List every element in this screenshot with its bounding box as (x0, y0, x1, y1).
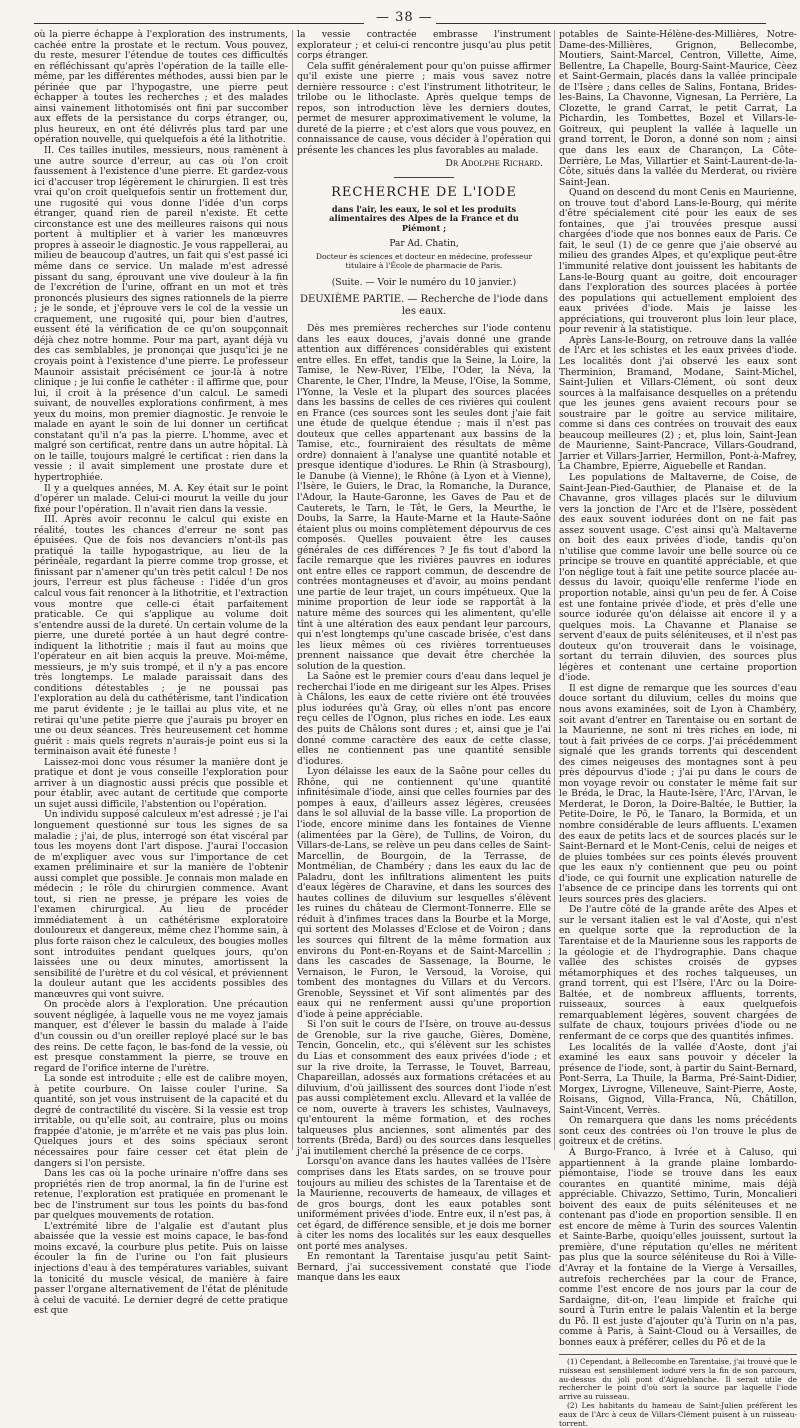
article-signature: Dr Adolphe Richard. (445, 157, 543, 169)
paragraph: Lyon délaisse les eaux de la Saône pour celles du Rhône, qui ne contiennent qu'une quantité infinitésimale d'iode, ainsi que celles fournies par des pompes à eaux, d'ailleurs assez légères, creusées dans le sol alluvial de la basse ville. La proportion de l'iode, encore minime dans les fontaines de Vienne (alimentées par la Gère), de Tullins, de Voiron, du Villars-de-Lans, se relève un peu dans celles de Saint-Marcellin, de Bourgoin, de la Terrasse, de Montmélian, de Chambéry ; dans les eaux du lac de Paladru, dont les infiltrations alimentent les puits d'eaux légères de Charavine, et dans les sources des hautes collines de diluvium sur lesquelles s'élèvent les ruines du château de Clermont-Tonnerre. Elle se réduit à d'infimes traces dans la Bourbe et la Morge, qui sortent des Molasses d'Eclose et de Voiron ; dans les sources qui filtrent de la même formation aux environs du Pont-en-Royans et de Saint-Marcellin ; dans les cascades de Sassenage, la Bourne, le Vernaison, le Furon, le Versoud, la Voroise, qui tombent des montagnes du Villars et du Vercors. Grenoble, Seyssinet et Vif sont alimentés par des eaux qui ne renferment aussi qu'une proportion d'iode à peine appréciable. (297, 766, 551, 1020)
paragraph: La Saône est le premier cours d'eau dans lequel je recherchai l'iode en me dirigeant sur les Alpes. Prises à Châlons, les eaux de cette rivière ont été trouvées plus iodurées qu'à Gray, où elles n'ont pas encore reçu celles de l'Ognon, plus riches en iode. Les eaux des puits de Châlons sont dures ; et, ainsi que je l'ai donné comme caractère des eaux de cette classe, elles ne contiennent pas une quantité sensible d'iodures. (297, 671, 551, 767)
paragraph: Un individu supposé calculeux m'est adressé ; je l'ai longuement questionné sur tous les signes de sa maladie ; j'ai, de plus, interrogé son état viscéral par tous les moyens dont l'art dispose. J'aurai l'occasion de m'expliquer avec vous sur l'importance de cet examen préliminaire et sur la manière de l'obtenir aussi complet que possible. Je connais mon malade en médecin ; le rôle du chirurgien commence. Avant tout, si rien ne presse, je prépare les voies de l'examen chirurgical. Au lieu de procéder immédiatement à un cathétérisme exploratoire douloureux et dangereux, même chez l'homme sain, à plus forte raison chez le calculeux, des bougies molles sont introduites pendant quelques jours, qu'on laissées une ou deux minutes, amortissent la sensibilité de l'urètre et du col vésical, et préviennent la douleur autant que les accidents possibles des manœuvres qui vont suivre. (34, 809, 288, 1000)
header-rule-left (34, 23, 364, 24)
paragraph: potables de Sainte-Hélène-des-Millières, Notre-Dame-des-Millières, Grignon, Bellecombe, Moutiers, Saint-Marcel, Centron, Villette, Aime, Bellentre, La Chapelle, Bourg-Saint-Maurice, Cèez et Saint-Germain, placés dans la vallée principale de l'Isère ; dans celles de Salins, Fontana, Brides-les-Bains, La Chavonne, Vignesan, La Perrière, La Clozette, le grand Carrat, le petit Carrat, La Pichardin, les Tombettes, Bozel et Villars-le-Goitreux, qui peuplent la vallée à laquelle un grand torrent, le Doron, a donné son nom ; ainsi que dans les eaux de Charançon, La Côte-Derrière, Le Mas, Villartier et Saint-Laurent-de-la-Côte, situés dans la vallée du Merderat, ou rivière Saint-Jean. (559, 29, 797, 188)
paragraph: Si l'on suit le cours de l'Isère, on trouve au-dessus de Grenoble, sur la rive gauche, Gières, Domène, Tencin, Goncelin, etc., qui s'élèvent sur les schistes du Lias et consomment des eaux privées d'iode ; et sur la rive droite, la Terrasse, le Touvet, Barreau, Chapareillan, adossés aux formations crétacées et au diluvium, d'où jaillissent des sources dont l'iode n'est pas aussi complètement exclu. Allevard et la vallée de ce nom, ouverte à travers les schistes, Vaulnaveys, qu'entourent la même formation, et des roches talqueuses plus anciennes, sont alimentés par des torrents (Bréda, Bard) ou des sources dans lesquelles j'ai inutilement cherché la présence de ce corps. (297, 1019, 551, 1157)
continuation-note: (Suite. — Voir le numéro du 10 janvier.) (331, 276, 517, 288)
paragraph: Les populations de Maltaverne, de Coise, de Saint-Jean-Pied-Gauthier, de Planaise et de la Chavanne, gros villages placés sur le diluvium vers la jonction de l'Arc et de l'Isère, possèdent des eaux souvent iodurées dont on ne fait pas assez souvent usage. C'est ainsi qu'à Maltaverne on boit des eaux privées d'iode, tandis qu'on n'utilise que comme lavoir une belle source où ce principe se trouve en quantité appréciable, et que l'on néglige tout à fait une petite source placée au-dessus du lavoir, quoiqu'elle renferme l'iode en proportion notable, ainsi qu'un peu de fer. À Coise est une fontaine privée d'iode, et près d'elle une source iodurée qu'on délaisse ait encore il y a quelques mois. La Chavanne et Planaise se servent d'eaux de puits séléniteuses, et il n'est pas douteux qu'on trouverait dans le voisinage, sortant du terrain diluvien, des sources plus légères et contenant une certaine proportion d'iode. (559, 471, 797, 684)
paragraph: Les localités de la vallée d'Aoste, dont j'ai examiné les eaux sans pouvoir y déceler la présence de l'iode, sont, à partir du Saint-Bernard, Pont-Serra, La Thuile, la Barma, Pré-Saint-Didier, Morgex, Livrogne, Villeneuve, Saint-Pierre, Aoste, Roisans, Gignod, Villa-Franca, Nû, Châtillon, Saint-Vincent, Verrès. (559, 1041, 797, 1116)
paragraph: Dès mes premières recherches sur l'iode contenu dans les eaux douces, j'avais donné une grande attention aux différences considérables qui existent entre elles. En effet, tandis que la Seine, la Loire, la Tamise, le New-River, l'Elbe, l'Oder, la Néva, la Charente, le Cher, l'Indre, la Meuse, l'Oise, la Somme, l'Yonne, la Vesle et la plupart des sources placées dans les bassins de celles de ces rivières qui coulent en France (ces sources sont les seules dont j'aie fait une étude de quelque étendue ; mais il n'est pas douteux que celles appartenant aux bassins de la Tamise, etc., fourniraient des résultats de même ordre) donnaient à l'analyse une quantité notable et presque identique d'iodures. Le Rhin (à Strasbourg), le Danube (à Vienne), le Rhône (à Lyon et à Vienne), l'Isère, le Guiers, le Drac, la Romanche, la Durance, l'Adour, la Haute-Garonne, les Gaves de Pau et de Cauterets, le Tarn, le Têt, le Gers, la Meurthe, le Doubs, la Sarre, la Haute-Marne et la Haute-Saône étaient plus ou moins complètement dépourvus de ces composés. Quelles pouvaient être les causes générales de ces différences ? Je fis tout d'abord la facile remarque que les rivières pauvres en iodures ont entre elles ce rapport commun, de descendre de contrées montagneuses et d'avoir, au moins pendant une partie de leur trajet, un cours impétueux. Que la minime proportion de leur iode se rapportât à la nature même des sources qui les alimentent, qu'elle tînt à une altération des eaux pendant leur parcours, qui n'est longtemps qu'une cascade brisée, c'est dans les lieux mêmes où ces rivières torrentueuses prennent naissance que devait être cherchée la solution de la question. (297, 323, 551, 672)
footnotes (559, 1354, 797, 1428)
paragraph: De l'autre côté de la grande arête des Alpes et sur le versant italien est le val d'Aoste, qui n'est en quelque sorte que la reproduction de la Tarentaise et de la Maurienne sous les rapports de la géologie et de l'hydrographie. Dans chaque vallée des schistes croisés de gypses métamorphiques et des roches talqueuses, un grand torrent, qui est l'Isère, l'Arc ou la Doire-Baltée, et de nombreux affluents, torrents, ruisseaux, sources à eaux quelquefois remarquablement légères, souvent chargées de sulfate de chaux, toujours privées d'iode ou ne renfermant de ce corps que des quantités infimes. (559, 904, 797, 1042)
paragraph: où la pierre échappe à l'exploration des instruments, cachée entre la prostate et le rectum. Vous pouvez, du reste, mesurer l'étendue de toutes ces difficultés en réfléchissant qu'après l'opération de la taille elle-même, par les différentes méthodes, aussi bien par le périnée que par l'hypogastre, une pierre peut échapper à toutes les recherches ; et des malades ainsi vainement lithotomisés ont fini par succomber aux effets de la persistance du corps étranger, ou, plus heureux, en ont été délivrés plus tard par une opération nouvelle, qui quelquefois a été la lithotritie. (34, 29, 288, 146)
paragraph: Cela suffit généralement pour qu'on puisse affirmer qu'il existe une pierre ; mais vous savez notre dernière ressource : c'est l'instrument lithotriteur, le trilobe ou le lithoclaste. Après quelque temps de repos, son introduction lève les derniers doutes, permet de mesurer approximativement le volume, la dureté de la pierre ; et c'est alors que vous pouvez, en connaissance de cause, vous décider à l'opération qui présente les chances les plus favorables au malade. (297, 60, 551, 157)
page-header (0, 6, 800, 26)
paragraph: On procède alors à l'exploration. Une précaution souvent négligée, à laquelle vous ne me voyez jamais manquer, est d'élever le bassin du malade à l'aide d'un coussin ou d'un oreiller reployé placé sur le bas des reins. De cette façon, le bas-fond de la vessie, où est presque constamment la pierre, se trouve en regard de l'orifice interne de l'urètre. (34, 999, 288, 1074)
paragraph: Quand on descend du mont Cenis en Maurienne, on trouve tout d'abord Lans-le-Bourg, qui mérite d'être spécialement cité pour les eaux de ses fontaines, que j'ai trouvées presque aussi chargées d'iode que nos bonnes eaux de Paris. Ce fait, le seul (1) de ce genre que j'aie observé au milieu des grandes Alpes, et qu'explique peut-être l'immunité relative dont jouissent les habitants de Lans-le-Bourg quant au goitre, doit encourager dans l'exploration des sources placées à portée des populations qui actuellement emploient des eaux privées d'iode. Mais je laisse les appréciations, qui trouveront plus loin leur place, pour revenir à la statistique. (559, 187, 797, 336)
article-subtitle: dans l'air, les eaux, le sol et les produits alimentaires des Alpes de la France et du Piémont ; (329, 203, 519, 233)
footnote: (1) Cependant, à Bellecombe en Tarentaise, j'ai trouvé que le ruisseau est sensiblement ioduré vers la fin de son parcours, au-dessus du joli pont d'Aigueblanche. Il serait utile de rechercher le point d'où sort la source par laquelle l'iode arrive au ruisseau. (559, 1357, 797, 1401)
column-divider (292, 30, 293, 1150)
paragraph: La sonde est introduite ; elle est de calibre moyen, à petite courbure. On laisse couler l'urine. Sa quantité, son jet vous instruisent de la capacité et du degré de contractilité du viscère. Si la vessie est trop irritable, ou qu'elle soit, au contraire, plus ou moins frappée d'atonie, je m'arrête et ne vais pas plus loin. Quelques jours et des soins spéciaux seront nécessaires pour faire cesser cet état plein de dangers si l'on persiste. (34, 1073, 288, 1169)
author-credentials: Docteur ès sciences et docteur en médecine, professeur titulaire à l'École de pharmacie de Paris. (315, 251, 533, 270)
column-middle (297, 29, 551, 1284)
paragraph: Il y a quelques années, M. A. Key était sur le point d'opérer un malade. Celui-ci mourut la veille du jour fixé pour l'opération. Il n'avait rien dans la vessie. (34, 482, 288, 515)
paragraph: L'extrémité libre de l'algalie est d'autant plus abaissée que la vessie est moins capace, le bas-fond moins excavé, la courbure plus petite. Puis on laisse écouler la fin de l'urine ou l'on fait plusieurs injections d'eau à des températures variables, suivant la tonicité du muscle vésical, de manière à faire passer l'organe alternativement de l'état de plénitude à celui de vacuité. Le dernier degré de cette pratique est que (34, 1220, 288, 1317)
header-rule-right (436, 23, 766, 24)
article-title: RECHERCHE DE L'IODE (331, 185, 517, 201)
article-author: Par Ad. Chatin, (389, 239, 459, 250)
paragraph: Lorsqu'on avance dans les hautes vallées de l'Isère comprises dans les Etats sardes, on se trouve pour toujours au milieu des schistes de la Tarentaise et de la Maurienne, recouverts de hameaux, de villages et de gros bourgs, dont les eaux potables sont uniformément privées d'iode. Entre eux, il n'est pas, à cet égard, de différence sensible, et je dois me borner à citer les noms des localités sur les eaux desquelles ont porté mes analyses. (297, 1156, 551, 1252)
paragraph: Il est digne de remarque que les sources d'eau douce sortant du diluvium, celles du moins que nous avons examinées, soit de Lyon à Chambéry, soit avant d'entrer en Tarentaise ou en sortant de la Maurienne, ne sont ni très riches en iode, ni tout à fait privées de ce corps. J'ai précédemment signalé que les grands torrents qui descendent des cimes neigeuses des montagnes sont à peu près dépourvus d'iode ; j'ai pu dans le cours de mon voyage revoir ou constater le même fait sur le Bréda, le Drac, la Haute-Isère, l'Arc, l'Arvan, le Merderat, le Doron, la Doire-Baltée, le Buttier, la Petite-Doire, le Pô, le Tanaro, la Bormida, et un nombre considérable de leurs affluents. L'examen des eaux de petits lacs et de sources placés sur le Saint-Bernard et le Mont-Cenis, celui de neiges et de pluies tombées sur ces points élevés prouvent que les eaux n'y contiennent que peu ou point d'iode, ce qui fournit une explication naturelle de l'absence de ce principe dans les torrents qui ont leurs sources près des glaciers. (559, 682, 797, 905)
footnote: (2) Les habitants du hameau de Saint-Julien préfèrent les eaux de l'Arc à ceux de Villars-Clément puisent à un ruisseau-torrent. (559, 1401, 797, 1428)
page-number: — 38 — (376, 10, 433, 25)
paragraph: Après Lans-le-Bourg, on retrouve dans la vallée de l'Arc et les schistes et les eaux privées d'iode. Les localités dont j'ai observé les eaux sont Therminion, Bramand, Modane, Saint-Michel, Saint-Julien et Villars-Clément, où sont deux sources à la malfaisance desquelles on a prétendu que les jeunes gens avaient recours pour se soustraire par le goitre au service militaire, comme si dans ces contrées on trouvait des eaux beaucoup meilleures (2) ; et, plus loin, Saint-Jean de Maurienne, Saint-Pancrace, Villars-Goudrand, Jarrier et Villars-Jarrier, Hermillon, Pont-à-Mafrey, La Chambre, Epierre, Aiguebelle et Randan. (559, 334, 797, 473)
column-divider (554, 30, 555, 1150)
paragraph: III. Après avoir reconnu le calcul qui existe en réalité, toutes les chances d'erreur ne sont pas épuisées. Que de fois nos devanciers n'ont-ils pas pratiqué la taille hypogastrique, au lieu de la périnéale, regardant la pierre comme trop grosse, et finissant par n'amener qu'un très petit calcul ! De nos jours, l'erreur est plus fâcheuse : l'idée d'un gros calcul vous fait renoncer à la lithotritie, et l'extraction vous montre que celle-ci était parfaitement praticable. Ce qui s'applique au volume doit s'entendre aussi de la dureté. Un certain volume de la pierre, une dureté portée à un haut degré contre-indiquent la lithotritie ; mais il faut au moins que l'opérateur en ait bien acquis la preuve. Moi-même, messieurs, je m'y suis trompé, et il n'y a pas encore très longtemps. Le malade paraissait dans des conditions détestables ; je ne poussai pas l'exploration au delà du cathétérisme, tant l'indication me parut évidente ; je le taillai au plus vite, et ne retirai qu'une petite pierre que j'aurais pu broyer en une ou deux séances. Très heureusement cet homme guérit : mais quels regrets n'aurais-je point eus si la terminaison avait été funeste ! (34, 514, 288, 758)
paragraph: la vessie contractée embrasse l'instrument explorateur ; et celui-ci rencontre jusqu'au plus petit corps étranger. (297, 29, 551, 62)
paragraph: En remontant la Tarentaise jusqu'au petit Saint-Bernard, j'ai successivement constaté que l'iode manque dans les eaux (297, 1251, 551, 1284)
paragraph: On remarquera que dans les noms précédents sont ceux des contrées où l'on trouve le plus de goitreux et de crétins. (559, 1115, 797, 1148)
paragraph: II. Ces tailles inutiles, messieurs, nous ramènent à une autre source d'erreur, au cas où l'on croit faussement à l'existence d'une pierre. Et gardez-vous ici d'accuser trop légèrement le chirurgien. Il est très vrai qu'on croit quelquefois sentir un frottement dur, une rugosité qui vous donne l'idée d'un corps étranger, quand rien de pareil n'existe. Et cette circonstance est une des meilleures raisons qui nous portent à multiplier et à varier les manœuvres propres à asseoir le diagnostic. Je vous rappellerai, au milieu de beaucoup d'autres, un fait qui s'est passé ici même dans ce service. Un malade m'est adressé pissant du sang, éprouvant une vive douleur à la fin de l'excrétion de l'urine, offrant en un mot et très prononcés plusieurs des signes rationnels de la pierre ; je le sonde, et j'éprouve vers le col de la vessie un craquement, une rugosité qui, pour bien d'autres, eussent été la vérification de ce qu'on soupçonnait déjà chez notre homme. Pour ma part, ayant déjà vu des cas semblables, je prononçai que jusqu'ici je ne croyais point à l'existence d'une pierre. Le professeur Maunoir assistait précisément ce jour-là à notre clinique ; je lui confie le cathéter : il affirme que, pour lui, il croit à la présence d'un calcul. Le samedi suivant, de nouvelles explorations confirment, à mes yeux du moins, mon premier diagnostic. Je renvoie le malade en ayant le soin de lui donner un certificat constatant qu'il n'a pas la pierre. L'homme, avec et malgré son certificat, rentre dans un autre hôpital. Là on le taille, toujours malgré le certificat : rien dans la vessie ; il avait simplement une prostate dure et hypertrophiée. (34, 145, 288, 483)
paragraph: À Burgo-Franco, à Ivrée et à Caluso, qui appartiennent à la grande plaine lombardo-piémontaise, l'iode se trouve dans les eaux courantes en quantité minime, mais déjà appréciable. Chivazzo, Settimo, Turin, Moncalieri boivent des eaux de puits séléniteuses et ne contenant pas d'iode en proportion sensible. Il en est encore de même à Turin des sources Valentin et Sainte-Barbe, quoiqu'elles jouissent, surtout la première, d'une réputation qu'elles ne méritent pas plus que la source séléniteuse du Roi à Ville-d'Avray et la fontaine de la Vierge à Versailles, autrefois recherchées par la cour de France, comme l'est encore de nos jours par la cour de Sardaigne, dit-on, l'eau limpide et fraîche qui sourd à Turin entre le palais Valentin et la berge du Pô. Il est juste d'ajouter qu'à Turin on n'a pas, comme à Paris, à Saint-Cloud ou à Versailles, de bonnes eaux à préférer, celles du Pô et de la (559, 1146, 797, 1348)
column-right (559, 29, 797, 1428)
separator-rule (394, 177, 454, 178)
paragraph: Dans les cas où la poche urinaire n'offre dans ses propriétés rien de trop anormal, la fin de l'urine est retenue, l'exploration est pratiquée en promenant le bec de l'instrument sur tous les points du bas-fond par quelques mouvements de rotation. (34, 1168, 288, 1222)
column-left (34, 29, 288, 1317)
section-heading: DEUXIÈME PARTIE. — Recherche de l'iode dans les eaux. (299, 294, 549, 318)
paragraph: Laissez-moi donc vous résumer la manière dont je pratique et dont je vous conseille l'exploration pour arriver à un diagnostic aussi précis que possible et pour établir, avec autant de certitude que comporte un sujet aussi difficile, l'abstention ou l'opération. (34, 756, 288, 810)
